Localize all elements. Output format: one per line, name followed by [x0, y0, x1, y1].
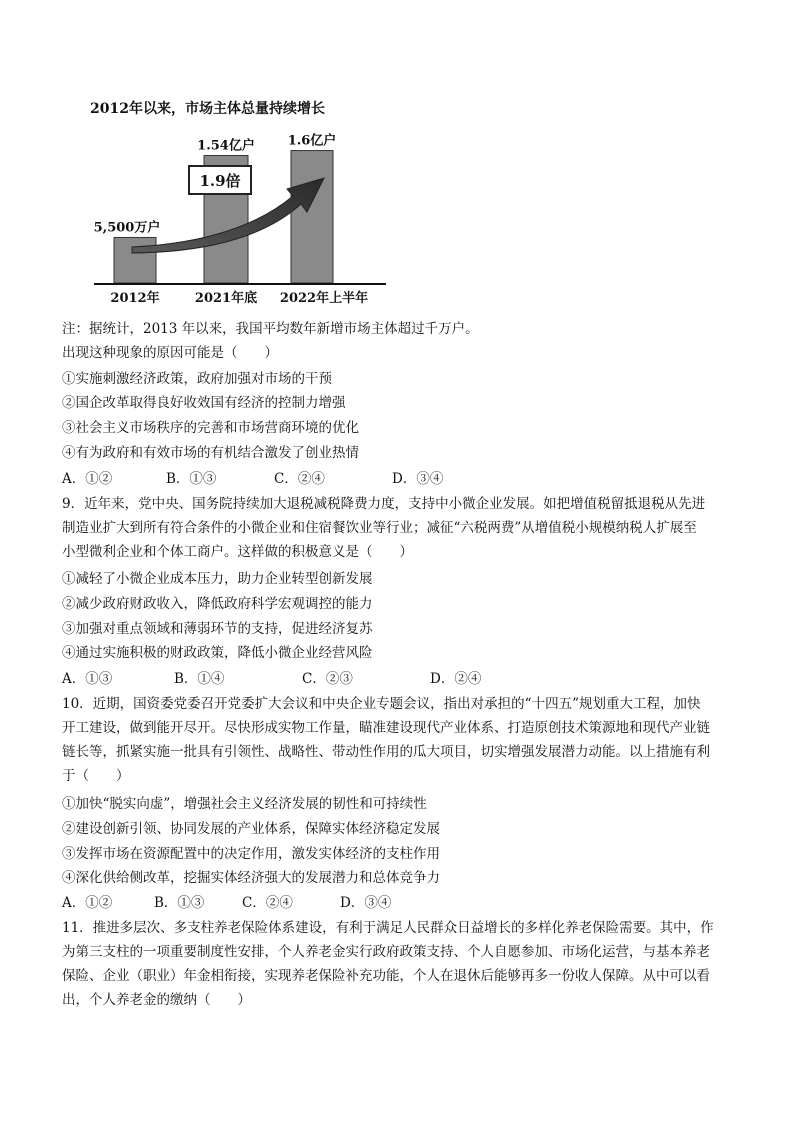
q11-stem — [62, 916, 732, 1012]
q10-option-d[interactable]: D．③④ — [340, 895, 392, 911]
q9-item-3: ③加强对重点领域和薄弱环节的支持，促进经济复苏 — [62, 621, 373, 637]
q9-item-2: ②减少政府财政收入，降低政府科学宏观调控的能力 — [62, 596, 373, 612]
q8-option-b[interactable]: B．①③ — [166, 471, 217, 487]
bar-3 — [291, 151, 333, 283]
category-label-2: 2021年底 — [194, 291, 258, 306]
category-label-1: 2012年 — [110, 291, 160, 306]
q9-option-a[interactable]: A．①③ — [62, 671, 113, 687]
q11-line-2: 为第三支柱的一项重要制度性安排，个人养老金实行政府政策支持、个人自愿参加、市场化运营，与基本养老 — [62, 944, 710, 960]
bar-value-label-1: 5,500万户 — [93, 220, 161, 236]
bar-1 — [114, 237, 156, 283]
q9-line-3: 小型微利企业和个体工商户。这样做的积极意义是（ ） — [62, 544, 413, 560]
category-label-3: 2022年上半年 — [279, 291, 369, 306]
q11-line-3: 保险、企业（职业）年金相衔接，实现养老保险补充功能，个人在退休后能够再多一份收人保障。从中可以看 — [62, 968, 710, 984]
market-entities-chart — [88, 96, 388, 308]
q10-line-1: 10．近期，国资委党委召开党委扩大会议和中央企业专题会议，指出对承担的“十四五”规划重大工程，加快 — [62, 696, 701, 712]
q10-item-3: ③发挥市场在资源配置中的决定作用，激发实体经济的支柱作用 — [62, 846, 440, 862]
q8-item-3: ③社会主义市场秩序的完善和市场营商环境的优化 — [62, 420, 359, 436]
q8-item-4: ④有为政府和有效市场的有机结合激发了创业热情 — [62, 445, 359, 461]
q9-option-c[interactable]: C．②③ — [302, 671, 353, 687]
chart-svg — [88, 96, 388, 308]
q8-stem: 出现这种现象的原因可能是（ ） — [62, 345, 278, 361]
q9-item-4: ④通过实施积极的财政政策，降低小微企业经营风险 — [62, 645, 373, 661]
q9-line-1: 9．近年来，党中央、国务院持续加大退税减税降费力度，支持中小微企业发展。如把增值税留抵退税从先进 — [62, 496, 706, 512]
q10-item-2: ②建设创新引领、协同发展的产业体系，保障实体经济稳定发展 — [62, 821, 440, 837]
q8-option-d[interactable]: D．③④ — [392, 471, 444, 487]
q10-line-4: 于（ ） — [62, 768, 130, 784]
q10-options — [62, 894, 391, 912]
q9-stem — [62, 492, 732, 564]
q10-line-3: 链长等，抓紧实施一批具有引领性、战略性、带动性作用的瓜大项目，切实增强发展潜力动能。以上措施有利 — [62, 744, 710, 760]
growth-annotation: 1.9倍 — [199, 172, 241, 190]
q8-note: 注：据统计，2013 年以来，我国平均数年新增市场主体超过千万户。 — [62, 321, 479, 337]
q10-option-a[interactable]: A．①② — [62, 895, 113, 911]
chart-title: 2012年以来，市场主体总量持续增长 — [90, 101, 325, 117]
bar-value-label-2: 1.54亿户 — [197, 138, 255, 154]
q11-line-1: 11．推进多层次、多支柱养老保险体系建设，有利于满足人民群众日益增长的多样化养老保险需要。其中，作 — [62, 920, 714, 936]
q11-line-4: 出，个人养老金的缴纳（ ） — [62, 992, 251, 1008]
q9-item-1: ①减轻了小微企业成本压力，助力企业转型创新发展 — [62, 571, 373, 587]
q8-options — [62, 470, 443, 488]
q8-option-c[interactable]: C．②④ — [274, 471, 325, 487]
bar-value-label-3: 1.6亿户 — [287, 133, 337, 149]
q10-line-2: 开工建设，做到能开尽开。尽快形成实物工作量，瞄准建设现代产业体系、打造原创技术策源地和现代产业链 — [62, 720, 710, 736]
q10-option-b[interactable]: B．①③ — [154, 895, 205, 911]
q10-stem — [62, 692, 732, 788]
q8-option-a[interactable]: A．①② — [62, 471, 113, 487]
q8-item-1: ①实施刺激经济政策，政府加强对市场的干预 — [62, 371, 332, 387]
q8-item-2: ②国企改革取得良好收效国有经济的控制力增强 — [62, 395, 346, 411]
q10-item-1: ①加快“脱实向虚”，增强社会主义经济发展的韧性和可持续性 — [62, 796, 427, 812]
q10-option-c[interactable]: C．②④ — [242, 895, 293, 911]
q9-line-2: 制造业扩大到所有符合条件的小微企业和住宿餐饮业等行业；减征“六税两费”从增值税小规模纳税人扩展至 — [62, 520, 697, 536]
q10-item-4: ④深化供给侧改革，挖掘实体经济强大的发展潜力和总体竞争力 — [62, 870, 440, 886]
q9-options — [62, 670, 481, 688]
q9-option-d[interactable]: D．②④ — [430, 671, 482, 687]
q9-option-b[interactable]: B．①④ — [174, 671, 225, 687]
